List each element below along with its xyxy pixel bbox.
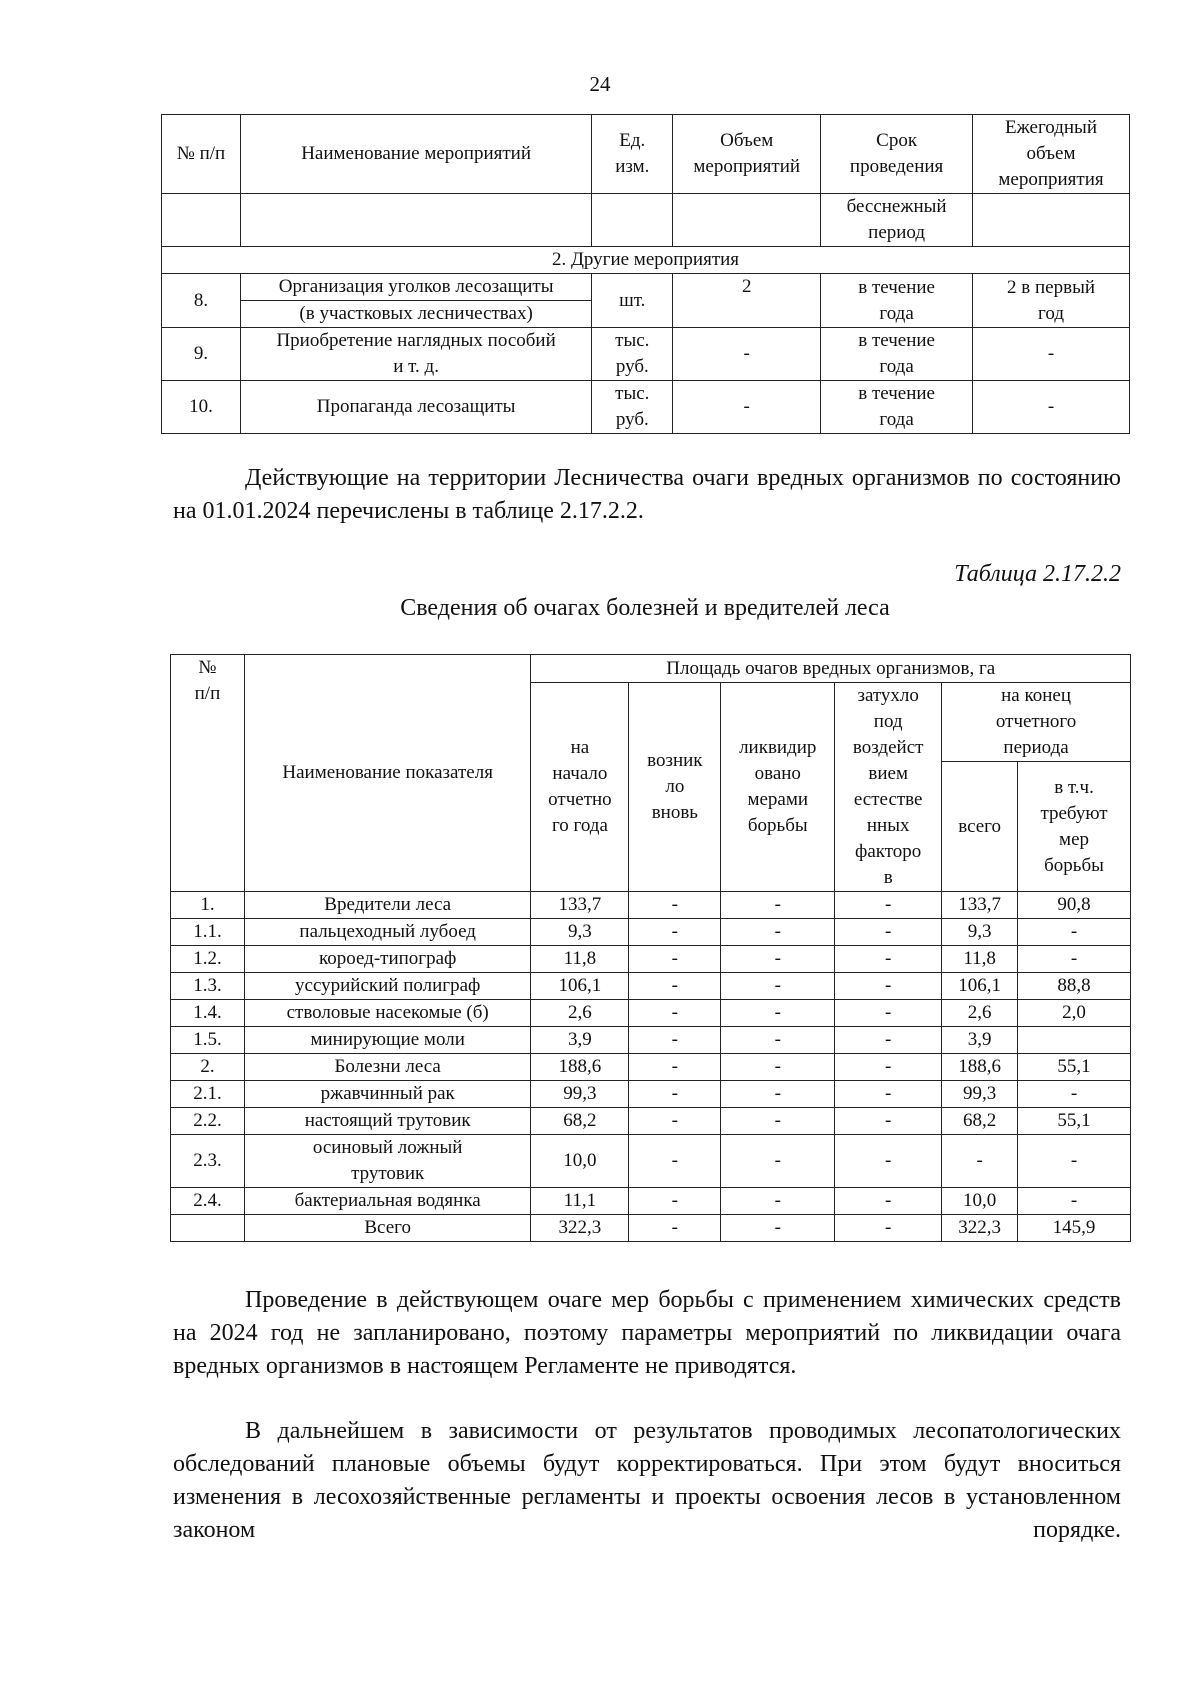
- header-new: возник ло вновь: [629, 683, 721, 892]
- table-row: 2.4. бактериальная водянка 11,1 - - - 10,0 -: [171, 1188, 1131, 1215]
- table-row: 1. Вредители леса 133,7 - - - 133,7 90,8: [171, 892, 1131, 919]
- header-name: Наименование показателя: [244, 655, 531, 892]
- paragraph-1: Действующие на территории Лесничества очаги вредных организмов по состоянию на 01.01.2024 перечислены в таблице 2.17.2.2.: [173, 465, 1121, 524]
- table-row: 1.1. пальцеходный лубоед 9,3 - - - 9,3 -: [171, 919, 1131, 946]
- measures-carry-row: [162, 194, 1130, 247]
- table-row: 10. Пропаганда лесозащиты тыс. руб. - в течение года -: [162, 381, 1130, 434]
- paragraph-2: Проведение в действующем очаге мер борьбы с применением химических средств на 2024 год не запланировано, поэтому параметры мероприятий по ликвидации очага вредных организмов в настоящем Регламенте не приводятся.: [173, 1287, 1121, 1379]
- table-row-total: Всего 322,3 - - - 322,3 145,9: [171, 1215, 1131, 1242]
- header-faded: затухло под воздейст вием естестве нных факторо в: [835, 683, 942, 892]
- header-end: на конец отчетного периода: [942, 683, 1131, 762]
- paragraph-3: В дальнейшем в зависимости от результатов проводимых лесопатологических обследований плановые объемы будут корректироваться. При этом будут вноситься изменения в лесохозяйственные регламенты и проекты освоения лесов в установленном законом порядке.: [173, 1418, 1121, 1543]
- header-liquidated: ликвидир овано мерами борьбы: [721, 683, 835, 892]
- header-volume: Объем мероприятий: [673, 115, 821, 194]
- measures-section-row: [162, 247, 1130, 274]
- table-row: 2.2. настоящий трутовик 68,2 - - - 68,2 55,1: [171, 1108, 1131, 1135]
- table-row: 2. Болезни леса 188,6 - - - 188,6 55,1: [171, 1054, 1131, 1081]
- table-row: 1.2. короед-типограф 11,8 - - - 11,8 -: [171, 946, 1131, 973]
- header-num: № п/п: [171, 655, 245, 892]
- table-row: 2.1. ржавчинный рак 99,3 - - - 99,3 -: [171, 1081, 1131, 1108]
- header-need: в т.ч. требуют мер борьбы: [1018, 762, 1131, 892]
- header-annual: Ежегодный объем мероприятия: [973, 115, 1130, 194]
- table-caption-label: Таблица 2.17.2.2: [954, 561, 1121, 587]
- foci-header-row-1: [171, 655, 1131, 683]
- header-num: № п/п: [162, 115, 241, 194]
- table-row: 9. Приобретение наглядных пособий и т. д. тыс. руб. - в течение года -: [162, 328, 1130, 381]
- table-row: 8. Организация уголков лесозащиты шт. 2 в течение года 2 в первый год: [162, 274, 1130, 301]
- measures-header-row: [162, 115, 1130, 194]
- table-row: 1.3. уссурийский полиграф 106,1 - - - 106,1 88,8: [171, 973, 1131, 1000]
- header-area: Площадь очагов вредных организмов, га: [531, 655, 1131, 683]
- header-term: Срок проведения: [821, 115, 973, 194]
- header-start: на начало отчетно го года: [531, 683, 629, 892]
- table-row: 1.4. стволовые насекомые (б) 2,6 - - - 2,6 2,0: [171, 1000, 1131, 1027]
- header-total: всего: [942, 762, 1018, 892]
- measures-table: [161, 114, 1130, 434]
- page-number: 24: [589, 72, 611, 96]
- section-title: 2. Другие мероприятия: [162, 247, 1130, 274]
- table-row: (в участковых лесничествах): [162, 301, 1130, 328]
- table-caption-title: Сведения об очагах болезней и вредителей леса: [400, 595, 890, 621]
- header-name: Наименование мероприятий: [240, 115, 591, 194]
- carry-term: бесснежный период: [821, 194, 973, 247]
- foci-table: [170, 654, 1131, 1242]
- table-row: 2.3. осиновый ложный трутовик 10,0 - - - - -: [171, 1135, 1131, 1188]
- table-row: 1.5. минирующие моли 3,9 - - - 3,9: [171, 1027, 1131, 1054]
- header-unit: Ед. изм.: [592, 115, 673, 194]
